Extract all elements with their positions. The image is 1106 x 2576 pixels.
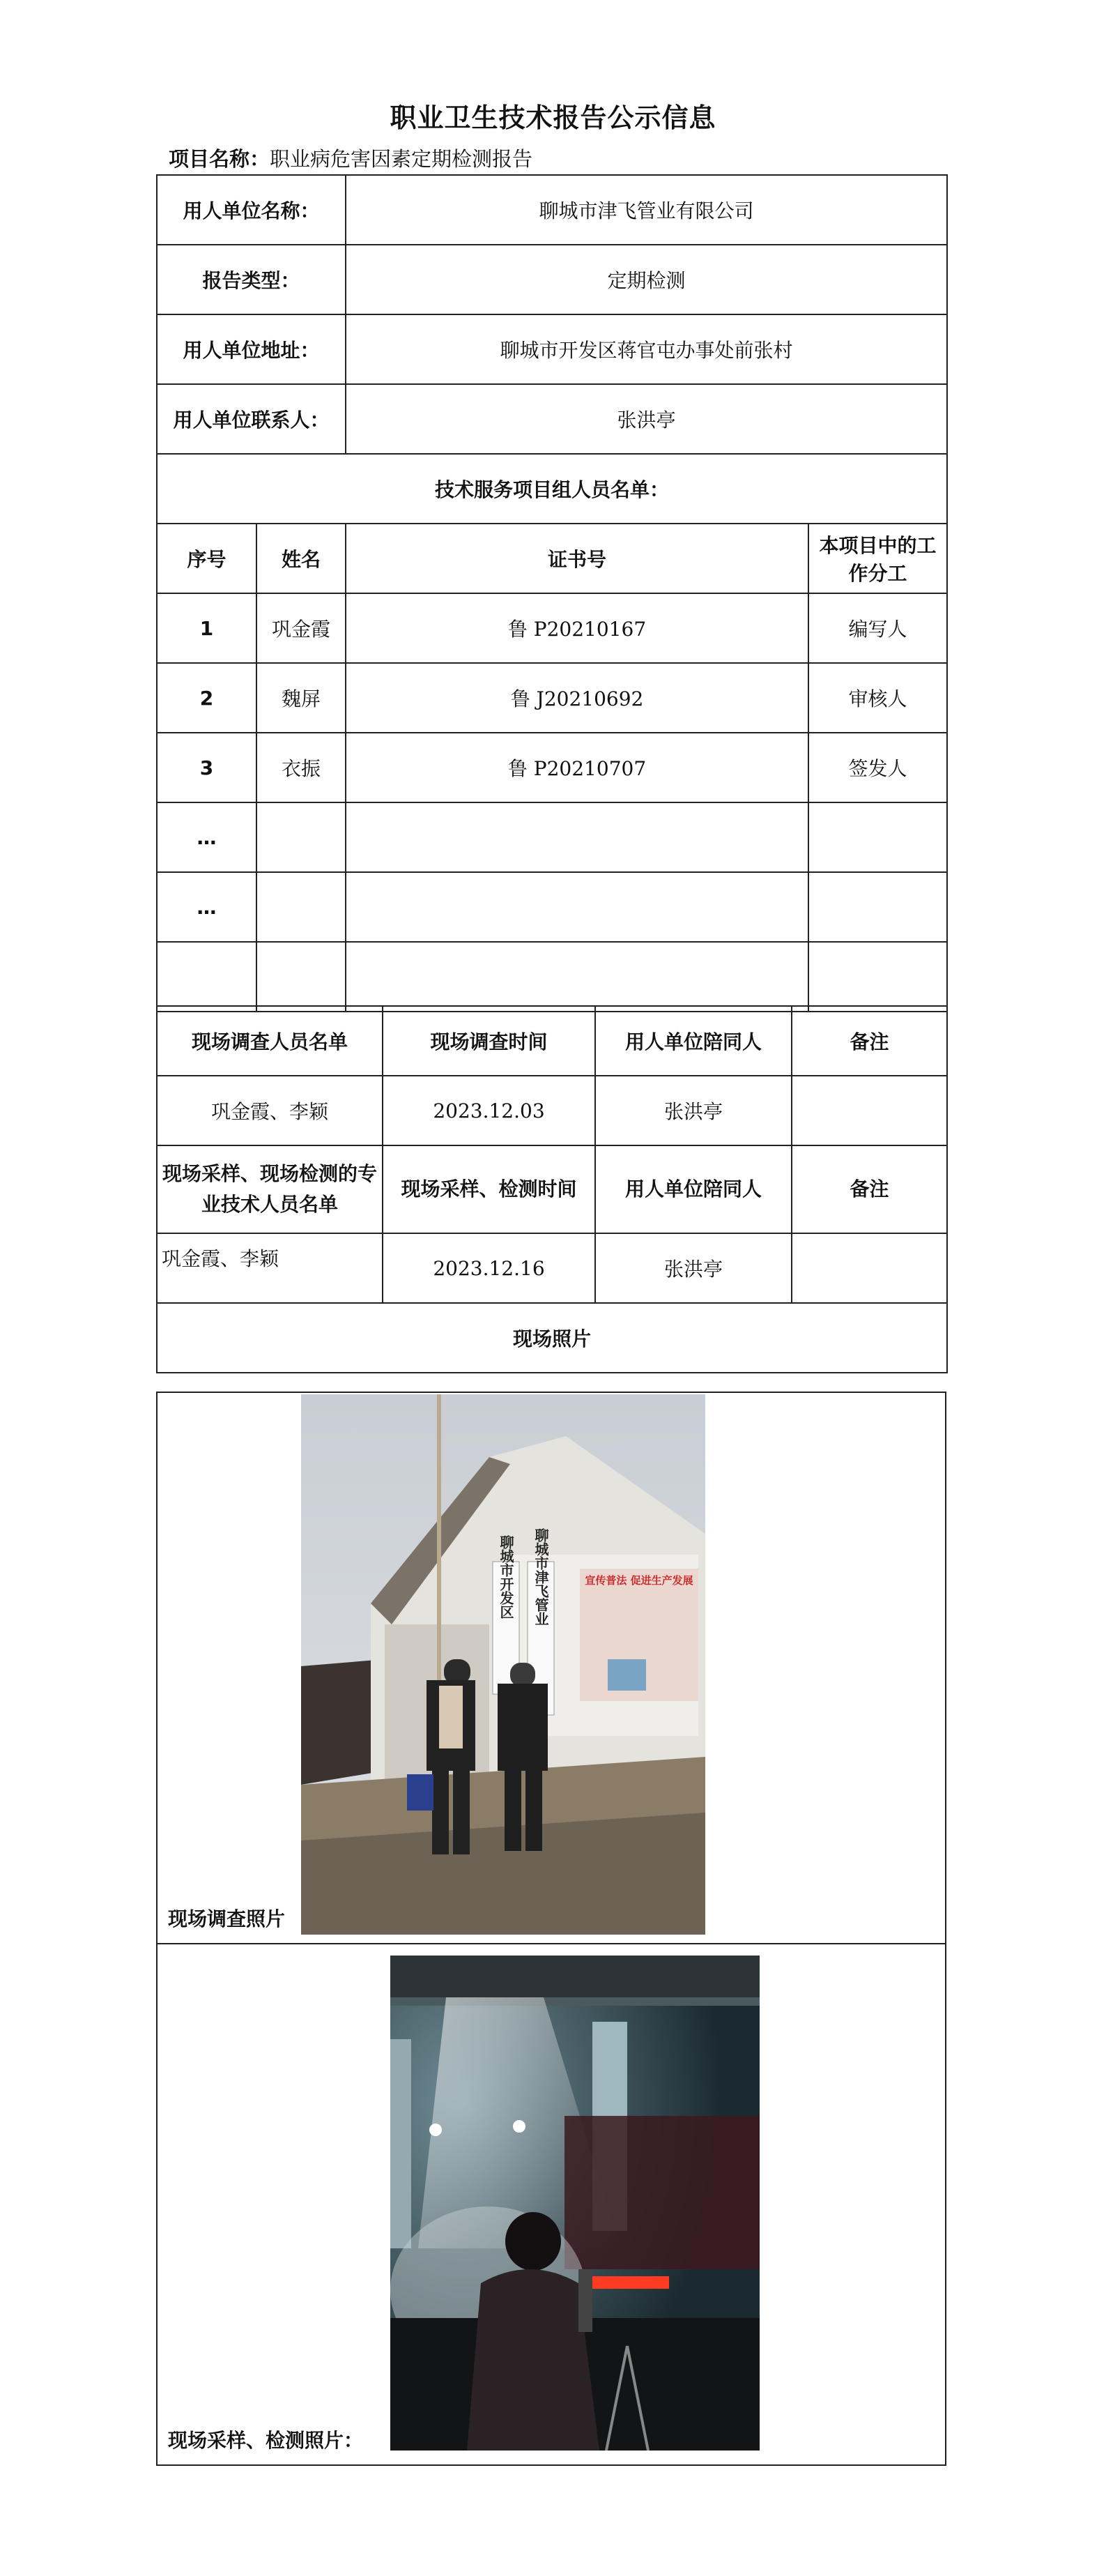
info-label: 报告类型： [157, 245, 346, 314]
table-row [157, 872, 947, 942]
team-cell-index: 2 [157, 663, 256, 733]
team-cell-role [808, 802, 947, 872]
info-table [156, 174, 948, 1012]
team-cell-role: 签发人 [808, 733, 947, 802]
info-row [157, 175, 947, 245]
sampling-header: 备注 [792, 1145, 947, 1233]
team-cell-index: … [157, 802, 256, 872]
survey-staff: 巩金霞、李颖 [157, 1076, 383, 1145]
sampling-header: 现场采样、检测时间 [383, 1145, 595, 1233]
team-cell-role [808, 942, 947, 1012]
team-heading: 技术服务项目组人员名单： [157, 454, 947, 524]
sampling-note [792, 1233, 947, 1303]
page-title: 职业卫生技术报告公示信息 [390, 102, 716, 133]
project-name [169, 144, 532, 172]
team-cell-name [256, 872, 346, 942]
info-row [157, 384, 947, 454]
team-cell-cert [346, 802, 808, 872]
survey-date: 2023.12.03 [383, 1076, 595, 1145]
info-label: 用人单位名称： [157, 175, 346, 245]
table-row [157, 593, 947, 663]
sampling-photo-label: 现场采样、检测照片： [168, 2429, 364, 2452]
team-cell-role [808, 872, 947, 942]
team-cell-name [256, 942, 346, 1012]
team-cell-cert: 鲁 P20210167 [346, 593, 808, 663]
sampling-header: 现场采样、现场检测的专业技术人员名单 [157, 1145, 383, 1233]
team-cell-name [256, 802, 346, 872]
team-cell-name: 魏屏 [256, 663, 346, 733]
survey-header: 现场调查时间 [383, 1006, 595, 1076]
table-row [157, 663, 947, 733]
team-cell-cert: 鲁 J20210692 [346, 663, 808, 733]
info-label: 用人单位联系人： [157, 384, 346, 454]
survey-header: 用人单位陪同人 [595, 1006, 792, 1076]
team-cell-cert [346, 942, 808, 1012]
info-label: 用人单位地址： [157, 314, 346, 384]
team-cell-index: 3 [157, 733, 256, 802]
sampling-staff: 巩金霞、李颖 [157, 1233, 383, 1303]
team-cell-role: 编写人 [808, 593, 947, 663]
team-header-row [157, 524, 947, 593]
survey-note [792, 1076, 947, 1145]
team-header: 证书号 [346, 524, 808, 593]
sampling-header: 用人单位陪同人 [595, 1145, 792, 1233]
sampling-escort: 张洪亭 [595, 1233, 792, 1303]
photos-heading-row [157, 1303, 947, 1373]
info-value: 张洪亭 [346, 384, 947, 454]
team-cell-name: 巩金霞 [256, 593, 346, 663]
info-value: 聊城市津飞管业有限公司 [346, 175, 947, 245]
info-value: 定期检测 [346, 245, 947, 314]
team-header: 本项目中的工作分工 [808, 524, 947, 593]
sampling-photo [390, 1956, 760, 2451]
table-row [157, 733, 947, 802]
survey-row [157, 1076, 947, 1145]
team-cell-index: 1 [157, 593, 256, 663]
table-row [157, 802, 947, 872]
team-cell-index: … [157, 872, 256, 942]
info-row [157, 245, 947, 314]
survey-photo-label: 现场调查照片 [168, 1907, 286, 1930]
survey-photo [301, 1394, 705, 1935]
team-heading-row [157, 454, 947, 524]
info-row [157, 314, 947, 384]
team-cell-index [157, 942, 256, 1012]
team-cell-name: 衣振 [256, 733, 346, 802]
survey-header: 备注 [792, 1006, 947, 1076]
sign-banner: 宣传普法 促进生产发展 [585, 1574, 693, 1587]
sign-left: 聊城市开发区 [498, 1535, 514, 1619]
info-value: 聊城市开发区蒋官屯办事处前张村 [346, 314, 947, 384]
survey-table [156, 1005, 948, 1373]
survey-header-row [157, 1006, 947, 1076]
survey-header: 现场调查人员名单 [157, 1006, 383, 1076]
photos-heading: 现场照片 [157, 1303, 947, 1373]
team-cell-cert [346, 872, 808, 942]
survey-escort: 张洪亭 [595, 1076, 792, 1145]
sampling-header-row [157, 1145, 947, 1233]
team-header: 序号 [157, 524, 256, 593]
team-cell-role: 审核人 [808, 663, 947, 733]
sampling-row [157, 1233, 947, 1303]
sampling-date: 2023.12.16 [383, 1233, 595, 1303]
project-label: 项目名称： [169, 147, 270, 171]
project-value: 职业病危害因素定期检测报告 [270, 147, 533, 171]
sign-right: 聊城市津飞管业 [532, 1528, 549, 1626]
team-cell-cert: 鲁 P20210707 [346, 733, 808, 802]
team-header: 姓名 [256, 524, 346, 593]
table-row [157, 942, 947, 1012]
